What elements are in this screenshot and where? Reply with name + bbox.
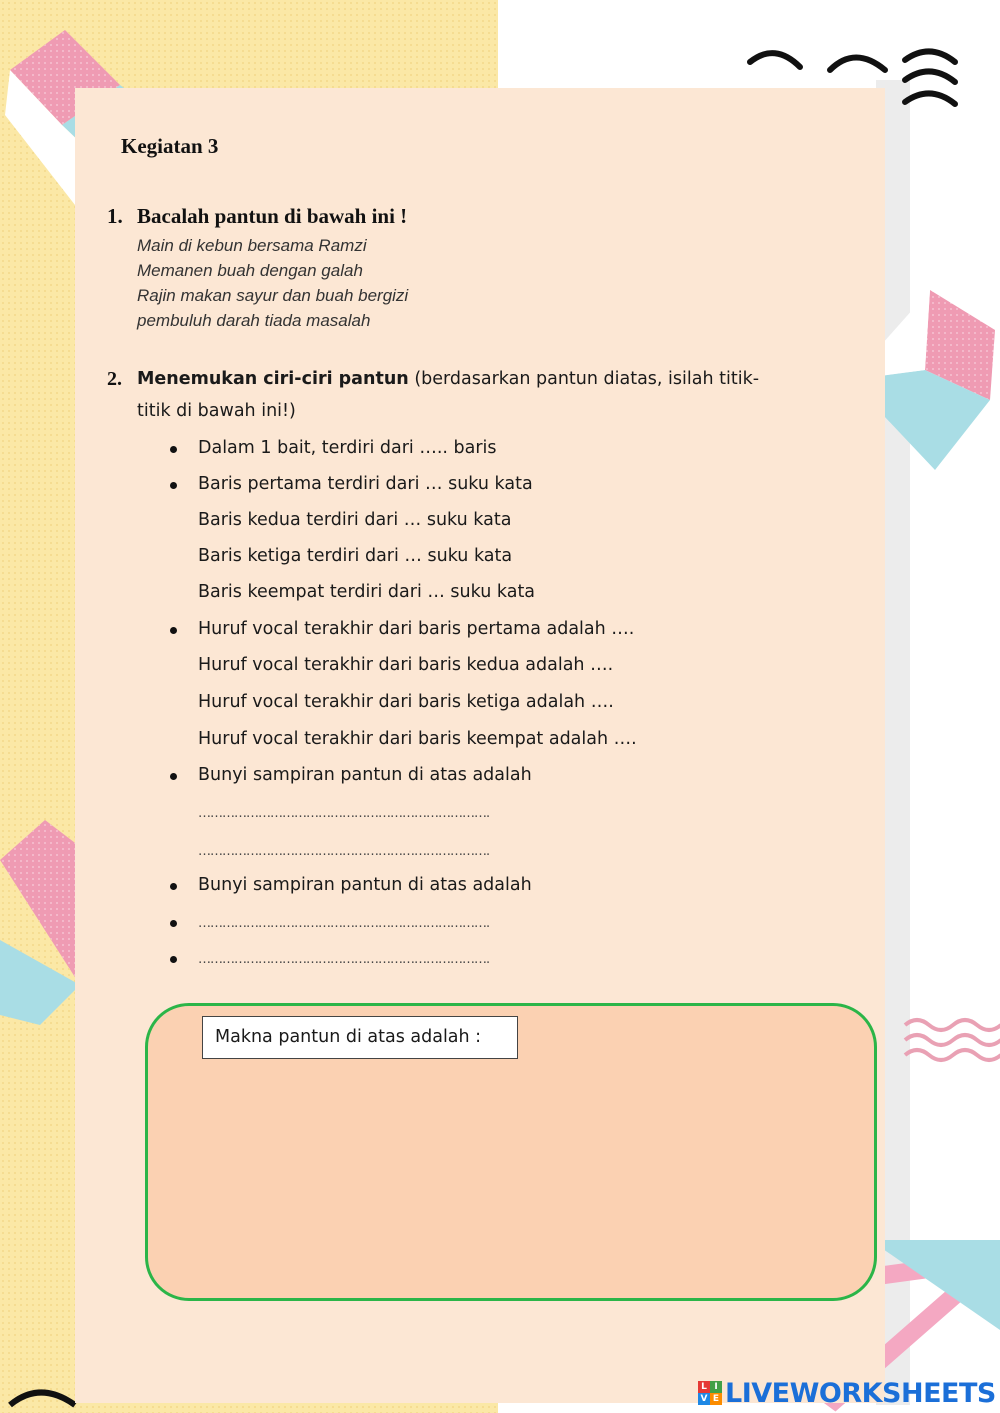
q2-title: Menemukan ciri-ciri pantun xyxy=(137,369,409,389)
item-sampiran: Bunyi sampiran pantun di atas adalah xyxy=(198,875,532,895)
poem-line: pembuluh darah tiada masalah xyxy=(137,311,371,330)
item-huruf-vocal: Huruf vocal terakhir dari baris keempat adalah …. xyxy=(198,729,637,749)
bullet xyxy=(170,446,177,453)
makna-label: Makna pantun di atas adalah : xyxy=(215,1027,482,1047)
bullet xyxy=(170,482,177,489)
item-huruf-vocal: Huruf vocal terakhir dari baris ketiga adalah …. xyxy=(198,692,614,712)
q1-text: Bacalah pantun di bawah ini ! xyxy=(137,204,408,228)
item-sampiran: Bunyi sampiran pantun di atas adalah xyxy=(198,765,532,785)
liveworksheets-logo-icon: L I V E xyxy=(698,1381,722,1405)
poem-line: Memanen buah dengan galah xyxy=(137,261,363,280)
item-suku-kata: Baris pertama terdiri dari … suku kata xyxy=(198,474,533,494)
q2-instruction: (berdasarkan pantun diatas, isilah titik- xyxy=(414,369,760,389)
page-title: Kegiatan 3 xyxy=(121,134,219,158)
bullet xyxy=(170,920,177,927)
poem-line: Rajin makan sayur dan buah bergizi xyxy=(137,286,409,305)
answer-blank[interactable]: ………………………………………………………………. xyxy=(198,806,490,821)
answer-blank[interactable]: ………………………………………………………………. xyxy=(198,916,490,931)
item-baris-count: Dalam 1 bait, terdiri dari ….. baris xyxy=(198,438,497,458)
answer-blank[interactable]: ………………………………………………………………. xyxy=(198,844,490,859)
item-suku-kata: Baris keempat terdiri dari … suku kata xyxy=(198,582,536,602)
item-huruf-vocal: Huruf vocal terakhir dari baris kedua adalah …. xyxy=(198,655,614,675)
bullet xyxy=(170,627,177,634)
item-suku-kata: Baris ketiga terdiri dari … suku kata xyxy=(198,546,513,566)
bullet xyxy=(170,956,177,963)
q1-number: 1. xyxy=(107,204,123,228)
bullet xyxy=(170,883,177,890)
liveworksheets-logo[interactable] xyxy=(698,1376,996,1410)
q2-instruction-cont: titik di bawah ini!) xyxy=(137,401,296,421)
bullet xyxy=(170,773,177,780)
q2-number: 2. xyxy=(107,368,122,390)
liveworksheets-logo-text: LIVEWORKSHEETS xyxy=(725,1377,996,1409)
item-suku-kata: Baris kedua terdiri dari … suku kata xyxy=(198,510,512,530)
poem-line: Main di kebun bersama Ramzi xyxy=(137,236,367,255)
answer-blank[interactable]: ………………………………………………………………. xyxy=(198,952,490,967)
item-huruf-vocal: Huruf vocal terakhir dari baris pertama adalah …. xyxy=(198,619,635,639)
